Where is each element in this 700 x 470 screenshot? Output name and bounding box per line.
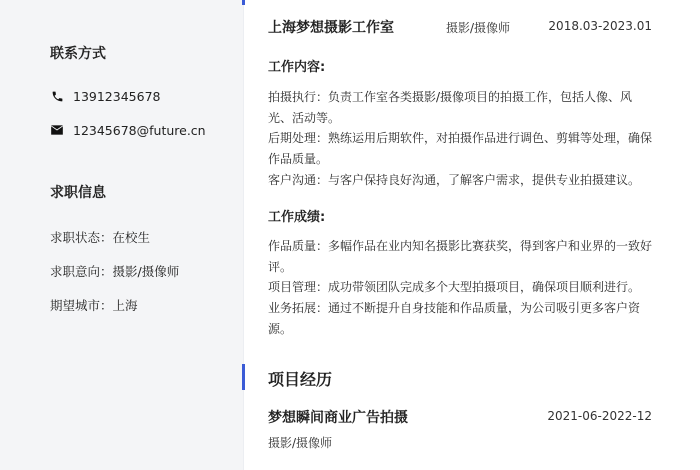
phone-icon (50, 89, 64, 103)
contact-phone[interactable] (50, 87, 160, 105)
section-accent-bar (242, 0, 245, 5)
main-content (268, 0, 658, 470)
project-dates: 2021-06-2022-12 (547, 409, 652, 423)
work-entry-header (268, 17, 652, 39)
contact-section-title: 联系方式 (50, 46, 106, 62)
project-role: 摄影/摄像师 (268, 436, 333, 450)
work-content-item: 拍摄执行：负责工作室各类摄影/摄像项目的拍摄工作，包括人像、风光、活动等。 (268, 90, 633, 125)
work-content-title: 工作内容: (268, 60, 326, 75)
envelope-icon (50, 123, 64, 137)
project-name: 梦想瞬间商业广告拍摄 (268, 410, 408, 426)
work-achievement-title: 工作成绩: (268, 210, 326, 225)
contact-email[interactable] (50, 121, 206, 139)
job-intent: 求职意向：摄影/摄像师 (50, 264, 180, 279)
projects-section-title: 项目经历 (268, 370, 333, 389)
work-content-item: 客户沟通：与客户保持良好沟通，了解客户需求，提供专业拍摄建议。 (268, 173, 641, 187)
work-content-item: 后期处理：熟练运用后期软件，对拍摄作品进行调色、剪辑等处理，确保作品质量。 (268, 131, 653, 166)
job-info-section-title: 求职信息 (50, 185, 106, 201)
work-achievement-item: 业务拓展：通过不断提升自身技能和作品质量，为公司吸引更多客户资源。 (268, 301, 641, 336)
company-name: 上海梦想摄影工作室 (268, 20, 394, 36)
column-divider (243, 0, 244, 470)
work-achievement-item: 作品质量：多幅作品在业内知名摄影比赛获奖，得到客户和业界的一致好评。 (268, 239, 653, 274)
work-achievement-item: 项目管理：成功带领团队完成多个大型拍摄项目，确保项目顺利进行。 (268, 280, 641, 294)
email-address: 12345678@future.cn (73, 122, 206, 138)
work-role: 摄影/摄像师 (446, 21, 511, 35)
job-city: 期望城市：上海 (50, 298, 138, 313)
projects-accent-bar (242, 364, 245, 390)
job-status: 求职状态：在校生 (50, 230, 151, 245)
work-dates: 2018.03-2023.01 (548, 19, 652, 33)
phone-number: 13912345678 (73, 88, 161, 104)
